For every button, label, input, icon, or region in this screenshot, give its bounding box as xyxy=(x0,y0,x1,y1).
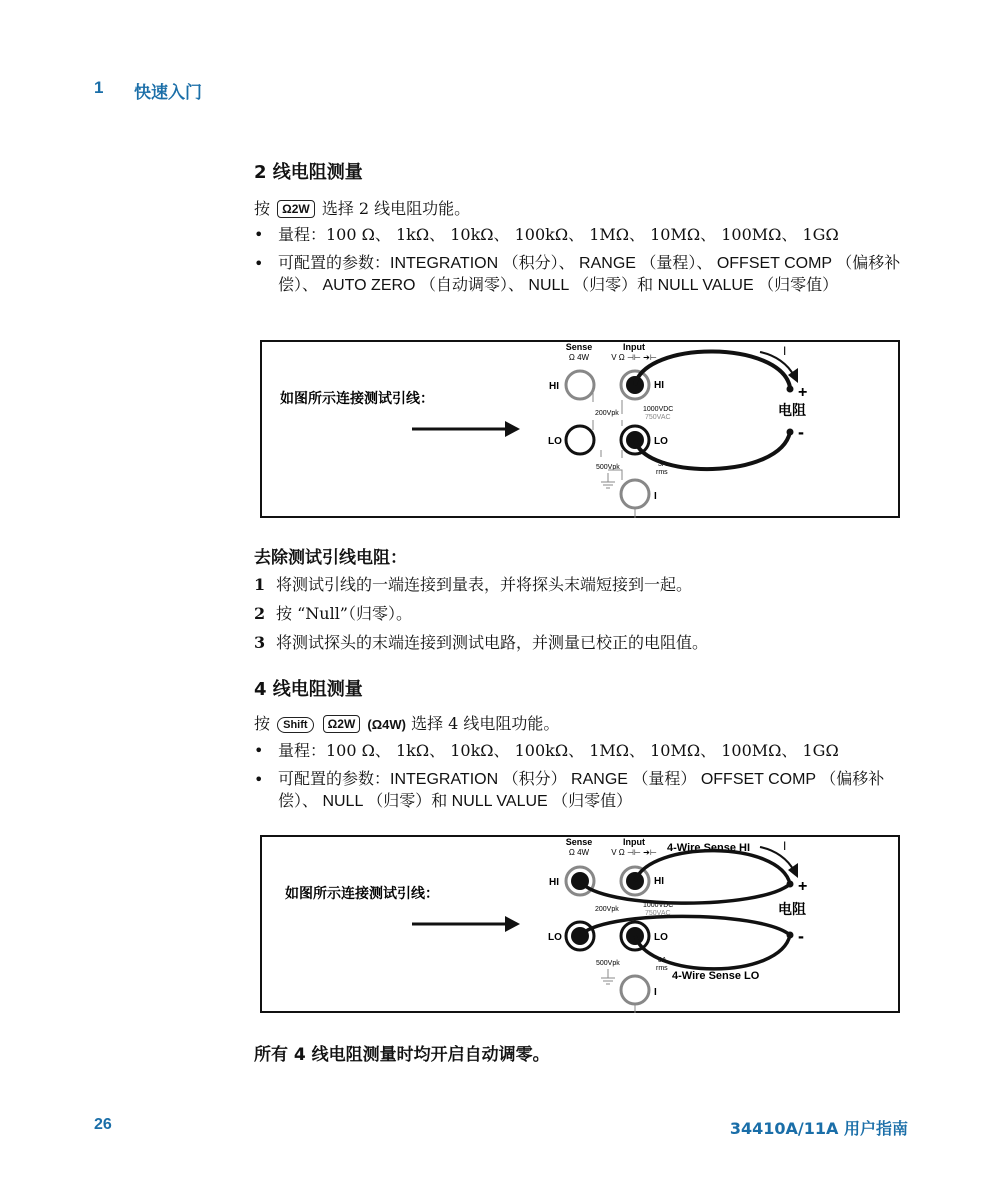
shift-key: Shift xyxy=(277,717,313,733)
step-text: 将测试引线的一端连接到量表，并将探头末端短接到一起。 xyxy=(276,575,693,594)
input-label: Input xyxy=(623,342,645,352)
step-number: 2 xyxy=(254,604,266,623)
press-prefix: 按 xyxy=(254,199,271,218)
lo-left-label: LO xyxy=(548,932,562,943)
two-wire-connection-diagram xyxy=(260,340,900,518)
lo-right-label: LO xyxy=(654,436,668,447)
bullet-text: 可配置的参数：INTEGRATION （积分） RANGE （量程） OFFSET COMP （偏移补偿）、 NULL （归零）和 NULL VALUE （归零值） xyxy=(278,771,885,810)
rating-rms: rms xyxy=(656,469,668,476)
press-prefix: 按 xyxy=(254,714,271,733)
rating-500vpk: 500Vpk xyxy=(596,960,620,967)
current-terminal xyxy=(621,480,649,508)
closing-note: 所有 4 线电阻测量时均开启自动调零。 xyxy=(254,1045,550,1065)
press-suffix: 选择 2 线电阻功能。 xyxy=(321,199,471,218)
minus-symbol: - xyxy=(798,422,804,442)
page-number: 26 xyxy=(94,1116,112,1133)
lo-right-label: LO xyxy=(654,932,668,943)
hi-left-label: HI xyxy=(549,381,559,392)
step-text: 按 “Null”（归零）。 xyxy=(276,604,412,623)
step-2 xyxy=(254,601,412,624)
step-3 xyxy=(254,630,708,653)
sense-hi-wire-label: 4-Wire Sense HI xyxy=(667,842,751,854)
bullet-dot: • xyxy=(254,225,264,244)
rating-3a: 3A xyxy=(658,461,667,468)
bullet-text: 量程：100 Ω、 1kΩ、 10kΩ、 100kΩ、 1MΩ、 10MΩ、 100MΩ、 1GΩ xyxy=(278,741,839,760)
resistor-label: 电阻 xyxy=(778,402,806,418)
lo-left-label: LO xyxy=(548,436,562,447)
rating-1000vdc: 1000VDC xyxy=(643,902,674,909)
hi-right-label: HI xyxy=(654,380,664,391)
hi-right-label: HI xyxy=(654,876,664,887)
ohm-4w-label: (Ω4W) xyxy=(367,717,406,732)
remove-lead-title: 去除测试引线电阻： xyxy=(254,548,407,568)
step-text: 将测试探头的末端连接到测试电路，并测量已校正的电阻值。 xyxy=(276,633,709,652)
ohm-2w-key: Ω2W xyxy=(323,715,361,733)
press-suffix: 选择 4 线电阻功能。 xyxy=(411,714,560,733)
four-wire-connection-diagram xyxy=(260,835,900,1013)
plus-symbol: + xyxy=(798,384,808,401)
bullet-params-4wire xyxy=(254,769,914,813)
rating-750vac: 750VAC xyxy=(645,414,671,421)
diagram-instruction: 如图所示连接测试引线： xyxy=(280,390,434,406)
rating-1000vdc: 1000VDC xyxy=(643,406,674,413)
sense-sub-label: Ω 4W xyxy=(568,848,590,857)
plus-symbol: + xyxy=(798,878,808,895)
bullet-text: 可配置的参数：INTEGRATION （积分）、 RANGE （量程）、 OFFSET COMP （偏移补偿）、 AUTO ZERO （自动调零）、 NULL （归零）和 NULL VALUE （归零值） xyxy=(278,255,901,294)
resistor-plus-node xyxy=(787,386,794,393)
i-terminal-label: I xyxy=(654,987,657,998)
step-number: 3 xyxy=(254,633,266,652)
sense-label: Sense xyxy=(565,837,593,847)
rating-3a: 3A xyxy=(658,957,667,964)
resistor-label: 电阻 xyxy=(778,901,806,917)
section-title-4wire: 4 线电阻测量 xyxy=(254,679,363,700)
resistor-minus-node xyxy=(787,932,794,939)
bullet-params-2wire xyxy=(254,253,914,319)
step-1 xyxy=(254,572,692,595)
sense-sub-label: Ω 4W xyxy=(568,353,590,362)
minus-symbol: - xyxy=(798,926,804,946)
current-symbol: I xyxy=(783,344,787,358)
resistor-plus-node xyxy=(787,881,794,888)
input-label: Input xyxy=(623,837,645,847)
sense-lo-wire-label: 4-Wire Sense LO xyxy=(672,970,760,982)
step-number: 1 xyxy=(254,575,266,594)
input-sub-label: V Ω ⊣⊢ ➔⊢ xyxy=(611,848,657,857)
rating-200vpk: 200Vpk xyxy=(595,906,619,913)
resistor-minus-node xyxy=(787,429,794,436)
chapter-number: 1 xyxy=(94,78,104,97)
bullet-range-4wire xyxy=(254,740,914,762)
rating-200vpk: 200Vpk xyxy=(595,410,619,417)
chapter-title: 快速入门 xyxy=(134,83,202,103)
diagram-instruction: 如图所示连接测试引线： xyxy=(285,885,439,901)
press-instruction-4wire xyxy=(254,711,559,734)
sense-lo-terminal xyxy=(566,426,594,454)
bullet-range-2wire xyxy=(254,224,914,246)
current-terminal xyxy=(621,976,649,1004)
bullet-dot: • xyxy=(254,770,264,789)
section-title-2wire: 2 线电阻测量 xyxy=(254,162,363,183)
rating-rms: rms xyxy=(656,965,668,972)
input-sub-label: V Ω ⊣⊢ ➔⊢ xyxy=(611,353,657,362)
hi-left-label: HI xyxy=(549,877,559,888)
bullet-dot: • xyxy=(254,254,264,273)
sense-label: Sense xyxy=(565,342,593,352)
sense-hi-terminal xyxy=(566,371,594,399)
rating-750vac: 750VAC xyxy=(645,910,671,917)
manual-title: 34410A/11A 用户指南 xyxy=(729,1119,908,1138)
bullet-dot: • xyxy=(254,741,264,760)
rating-500vpk: 500Vpk xyxy=(596,464,620,471)
i-terminal-label: I xyxy=(654,491,657,502)
bullet-text: 量程：100 Ω、 1kΩ、 10kΩ、 100kΩ、 1MΩ、 10MΩ、 100MΩ、 1GΩ xyxy=(278,225,839,244)
ohm-2w-key: Ω2W xyxy=(277,200,315,218)
current-symbol: I xyxy=(783,839,787,853)
press-instruction-2wire xyxy=(254,196,470,219)
